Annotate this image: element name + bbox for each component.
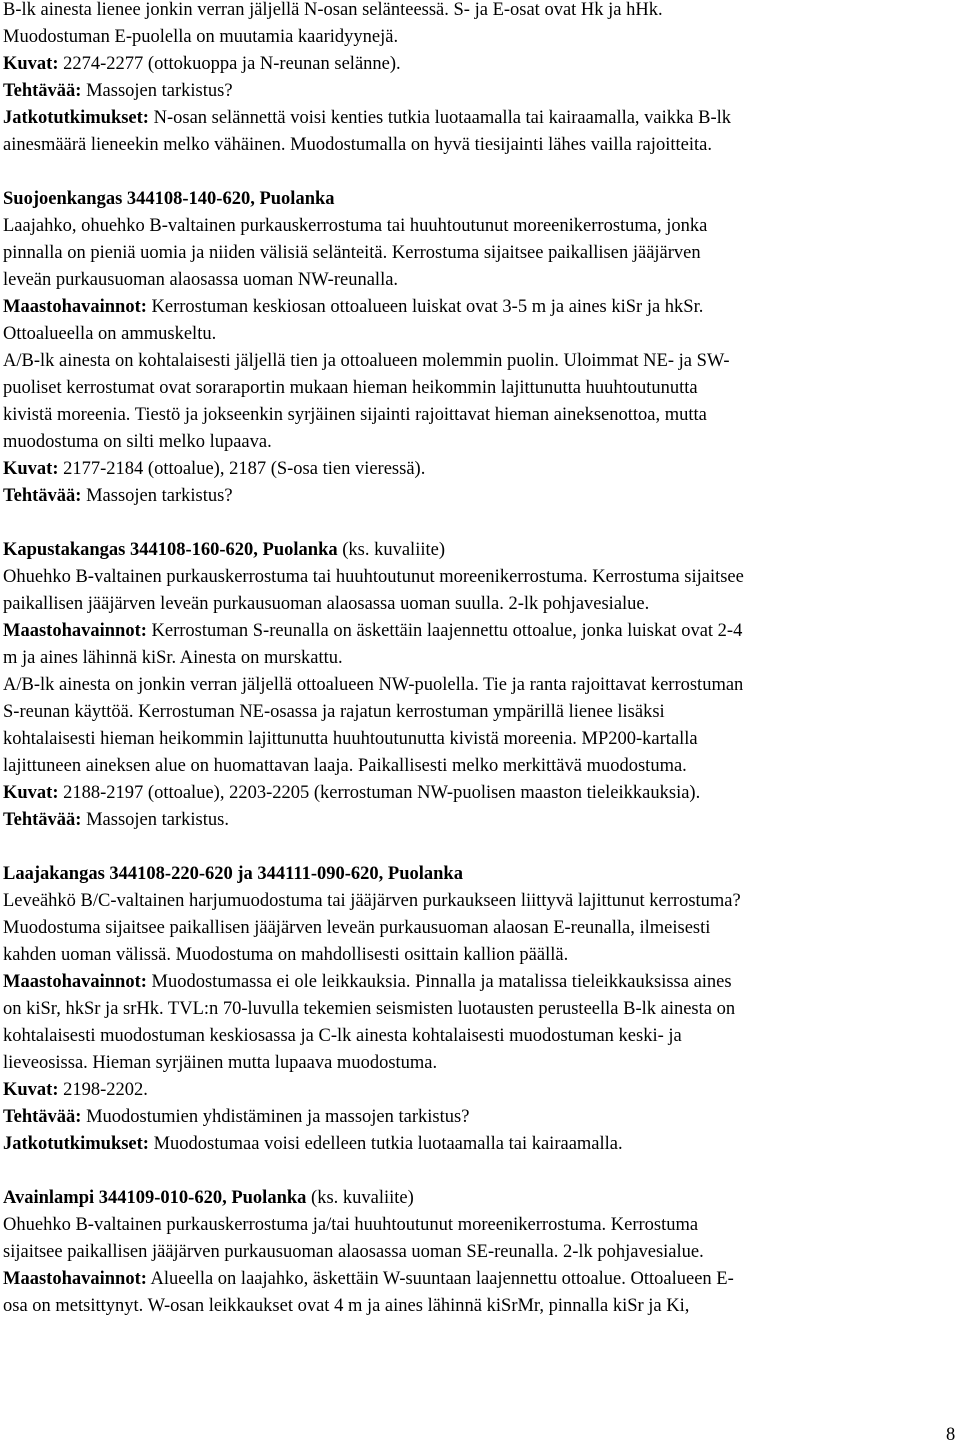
paragraph-gap (3, 1158, 951, 1185)
maastohavainnot-line: Maastohavainnot: Kerrostuman S-reunalla on äskettäin laajennettu ottoalue, jonka luiskat ovat 2-4 (3, 621, 743, 641)
kuvat-label: Kuvat: (3, 783, 59, 803)
text-line: kahden uoman välissä. Muodostuma on mahdollisesti osittain kallion päällä. (3, 945, 569, 965)
section-title: Kapustakangas 344108-160-620, Puolanka (ks. kuvaliite) (3, 540, 445, 560)
maastohavainnot-line: Maastohavainnot: Muodostumassa ei ole leikkauksia. Pinnalla ja matalissa tieleikkauksissa aines (3, 972, 732, 992)
text-line: S-reunan käyttöä. Kerrostuman NE-osassa ja rajatun kerrostuman ympärillä lienee lisäksi (3, 702, 665, 722)
maastohavainnot-label: Maastohavainnot: (3, 621, 147, 641)
jatkotutkimukset-text: N-osan selännettä voisi kenties tutkia luotaamalla tai kairaamalla, vaikka B-lk (148, 108, 732, 128)
text-line: Muodostuman E-puolella on muutamia kaaridyynejä. (3, 27, 399, 47)
text-line: kohtalaisesti muodostuman keskiosassa ja C-lk ainesta kohtalaisesti muodostuman keski- ja (3, 1026, 682, 1046)
kuvat-label: Kuvat: (3, 459, 59, 479)
kuvat-line (3, 51, 951, 78)
text-line: A/B-lk ainesta on kohtalaisesti jäljellä tien ja ottoalueen molemmin puolin. Uloimmat NE- ja SW- (3, 351, 730, 371)
text-line: puoliset kerrostumat ovat soraraportin mukaan hieman heikommin lajittunutta huuhtoutunutta (3, 378, 698, 398)
text-line: kivistä moreenia. Tiestö ja jokseenkin syrjäinen sijainti rajoittavat hieman aineksenottoa, mutta (3, 405, 707, 425)
text-line: m ja aines lähinnä kiSr. Ainesta on murskattu. (3, 648, 343, 668)
page-number: 8 (946, 1425, 956, 1445)
section-title: Laajakangas 344108-220-620 ja 344111-090-620, Puolanka (3, 864, 463, 884)
text-line: osa on metsittynyt. W-osan leikkaukset ovat 4 m ja aines lähinnä kiSrMr, pinnalla kiSr ja Ki, (3, 1296, 690, 1316)
paragraph-gap (3, 834, 951, 861)
maastohavainnot-label: Maastohavainnot: (3, 972, 147, 992)
text-line: pinnalla on pieniä uomia ja niiden välisiä selänteitä. Kerrostuma sijaitsee paikallisen jääjärven (3, 243, 701, 263)
maastohavainnot-line: Maastohavainnot: Kerrostuman keskiosan ottoalueen luiskat ovat 3-5 m ja aines kiSr ja hkSr. (3, 297, 704, 317)
kuvat-label: Kuvat: (3, 1080, 59, 1100)
document-page (3, 0, 951, 1320)
tehtavaa-label: Tehtävää: (3, 1107, 82, 1127)
tehtavaa-line (3, 78, 951, 105)
jatkotutkimukset-line (3, 105, 951, 132)
text-line: sijaitsee paikallisen jääjärven purkausuoman alaosassa uoman SE-reunalla. 2-lk pohjavesialue. (3, 1242, 704, 1262)
tehtavaa-label: Tehtävää: (3, 81, 82, 101)
tehtavaa-label: Tehtävää: (3, 810, 82, 830)
kuvat-label: Kuvat: (3, 54, 59, 74)
section-title: Suojoenkangas 344108-140-620, Puolanka (3, 189, 335, 209)
maastohavainnot-label: Maastohavainnot: (3, 1269, 147, 1289)
tehtavaa-label: Tehtävää: (3, 486, 82, 506)
section-title: Avainlampi 344109-010-620, Puolanka (ks. kuvaliite) (3, 1188, 414, 1208)
text-line: B-lk ainesta lienee jonkin verran jäljellä N-osan selänteessä. S- ja E-osat ovat Hk ja hHk. (3, 0, 663, 20)
kuvat-text: 2274-2277 (ottokuoppa ja N-reunan selänne). (58, 54, 401, 74)
jatkotutkimukset-label: Jatkotutkimukset: (3, 108, 149, 128)
section-laajakangas (3, 861, 951, 1158)
kuvat-line: Kuvat: 2198-2202. (3, 1080, 148, 1100)
paragraph-gap (3, 510, 951, 537)
jatkotutkimukset-label: Jatkotutkimukset: (3, 1134, 149, 1154)
tehtavaa-line: Tehtävää: Massojen tarkistus. (3, 810, 229, 830)
tehtavaa-line: Tehtävää: Muodostumien yhdistäminen ja massojen tarkistus? (3, 1107, 470, 1127)
section-avainlampi (3, 1185, 951, 1320)
tehtavaa-text: Massojen tarkistus? (81, 81, 233, 101)
text-line: Ottoalueella on ammuskeltu. (3, 324, 217, 344)
section-suojoenkangas (3, 186, 951, 510)
text-line: leveän purkausuoman alaosassa uoman NW-reunalla. (3, 270, 399, 290)
text-line: A/B-lk ainesta on jonkin verran jäljellä ottoalueen NW-puolella. Tie ja ranta rajoittavat kerrostuman (3, 675, 744, 695)
text-line: kohtalaisesti hieman heikommin lajittunutta huuhtoutunutta kivistä moreenia. MP200-kartalla (3, 729, 698, 749)
text-line: muodostuma on silti melko lupaava. (3, 432, 272, 452)
text-line: Leveähkö B/C-valtainen harjumuodostuma tai jääjärven purkaukseen liittyvä lajittunut kerrostuma? (3, 891, 741, 911)
text-line: Laajahko, ohuehko B-valtainen purkauskerrostuma tai huuhtoutunut moreenikerrostuma, jonka (3, 216, 708, 236)
text-line: lieveosissa. Hieman syrjäinen mutta lupaava muodostuma. (3, 1053, 438, 1073)
maastohavainnot-label: Maastohavainnot: (3, 297, 147, 317)
text-line: Ohuehko B-valtainen purkauskerrostuma tai huuhtoutunut moreenikerrostuma. Kerrostuma sijaitsee (3, 567, 744, 587)
text-line: Muodostuma sijaitsee paikallisen jääjärven leveän purkausuoman alaosan E-reunalla, ilmeisesti (3, 918, 711, 938)
text-line: on kiSr, hkSr ja srHk. TVL:n 70-luvulla tekemien seismisten luotausten perusteella B-lk ainesta on (3, 999, 736, 1019)
text-line: ainesmäärä lieneekin melko vähäinen. Muodostumalla on hyvä tiesijainti lähes vailla rajoitteita. (3, 135, 712, 155)
text-line: paikallisen jääjärven leveän purkausuoman alaosassa uoman suulla. 2-lk pohjavesialue. (3, 594, 650, 614)
jatkotutkimukset-line: Jatkotutkimukset: Muodostumaa voisi edelleen tutkia luotaamalla tai kairaamalla. (3, 1134, 623, 1154)
kuvat-line: Kuvat: 2177-2184 (ottoalue), 2187 (S-osa tien vieressä). (3, 459, 426, 479)
text-line: lajittuneen aineksen alue on huomattavan laaja. Paikallisesti melko merkittävä muodostuma. (3, 756, 687, 776)
tehtavaa-line: Tehtävää: Massojen tarkistus? (3, 486, 233, 506)
kuvat-line: Kuvat: 2188-2197 (ottoalue), 2203-2205 (kerrostuman NW-puolisen maaston tieleikkauksia). (3, 783, 701, 803)
maastohavainnot-line: Maastohavainnot: Alueella on laajahko, äskettäin W-suuntaan laajennettu ottoalue. Ottoalueen E- (3, 1269, 734, 1289)
section-kapustakangas (3, 537, 951, 834)
paragraph-gap (3, 159, 951, 186)
text-line: Ohuehko B-valtainen purkauskerrostuma ja/tai huuhtoutunut moreenikerrostuma. Kerrostuma (3, 1215, 699, 1235)
